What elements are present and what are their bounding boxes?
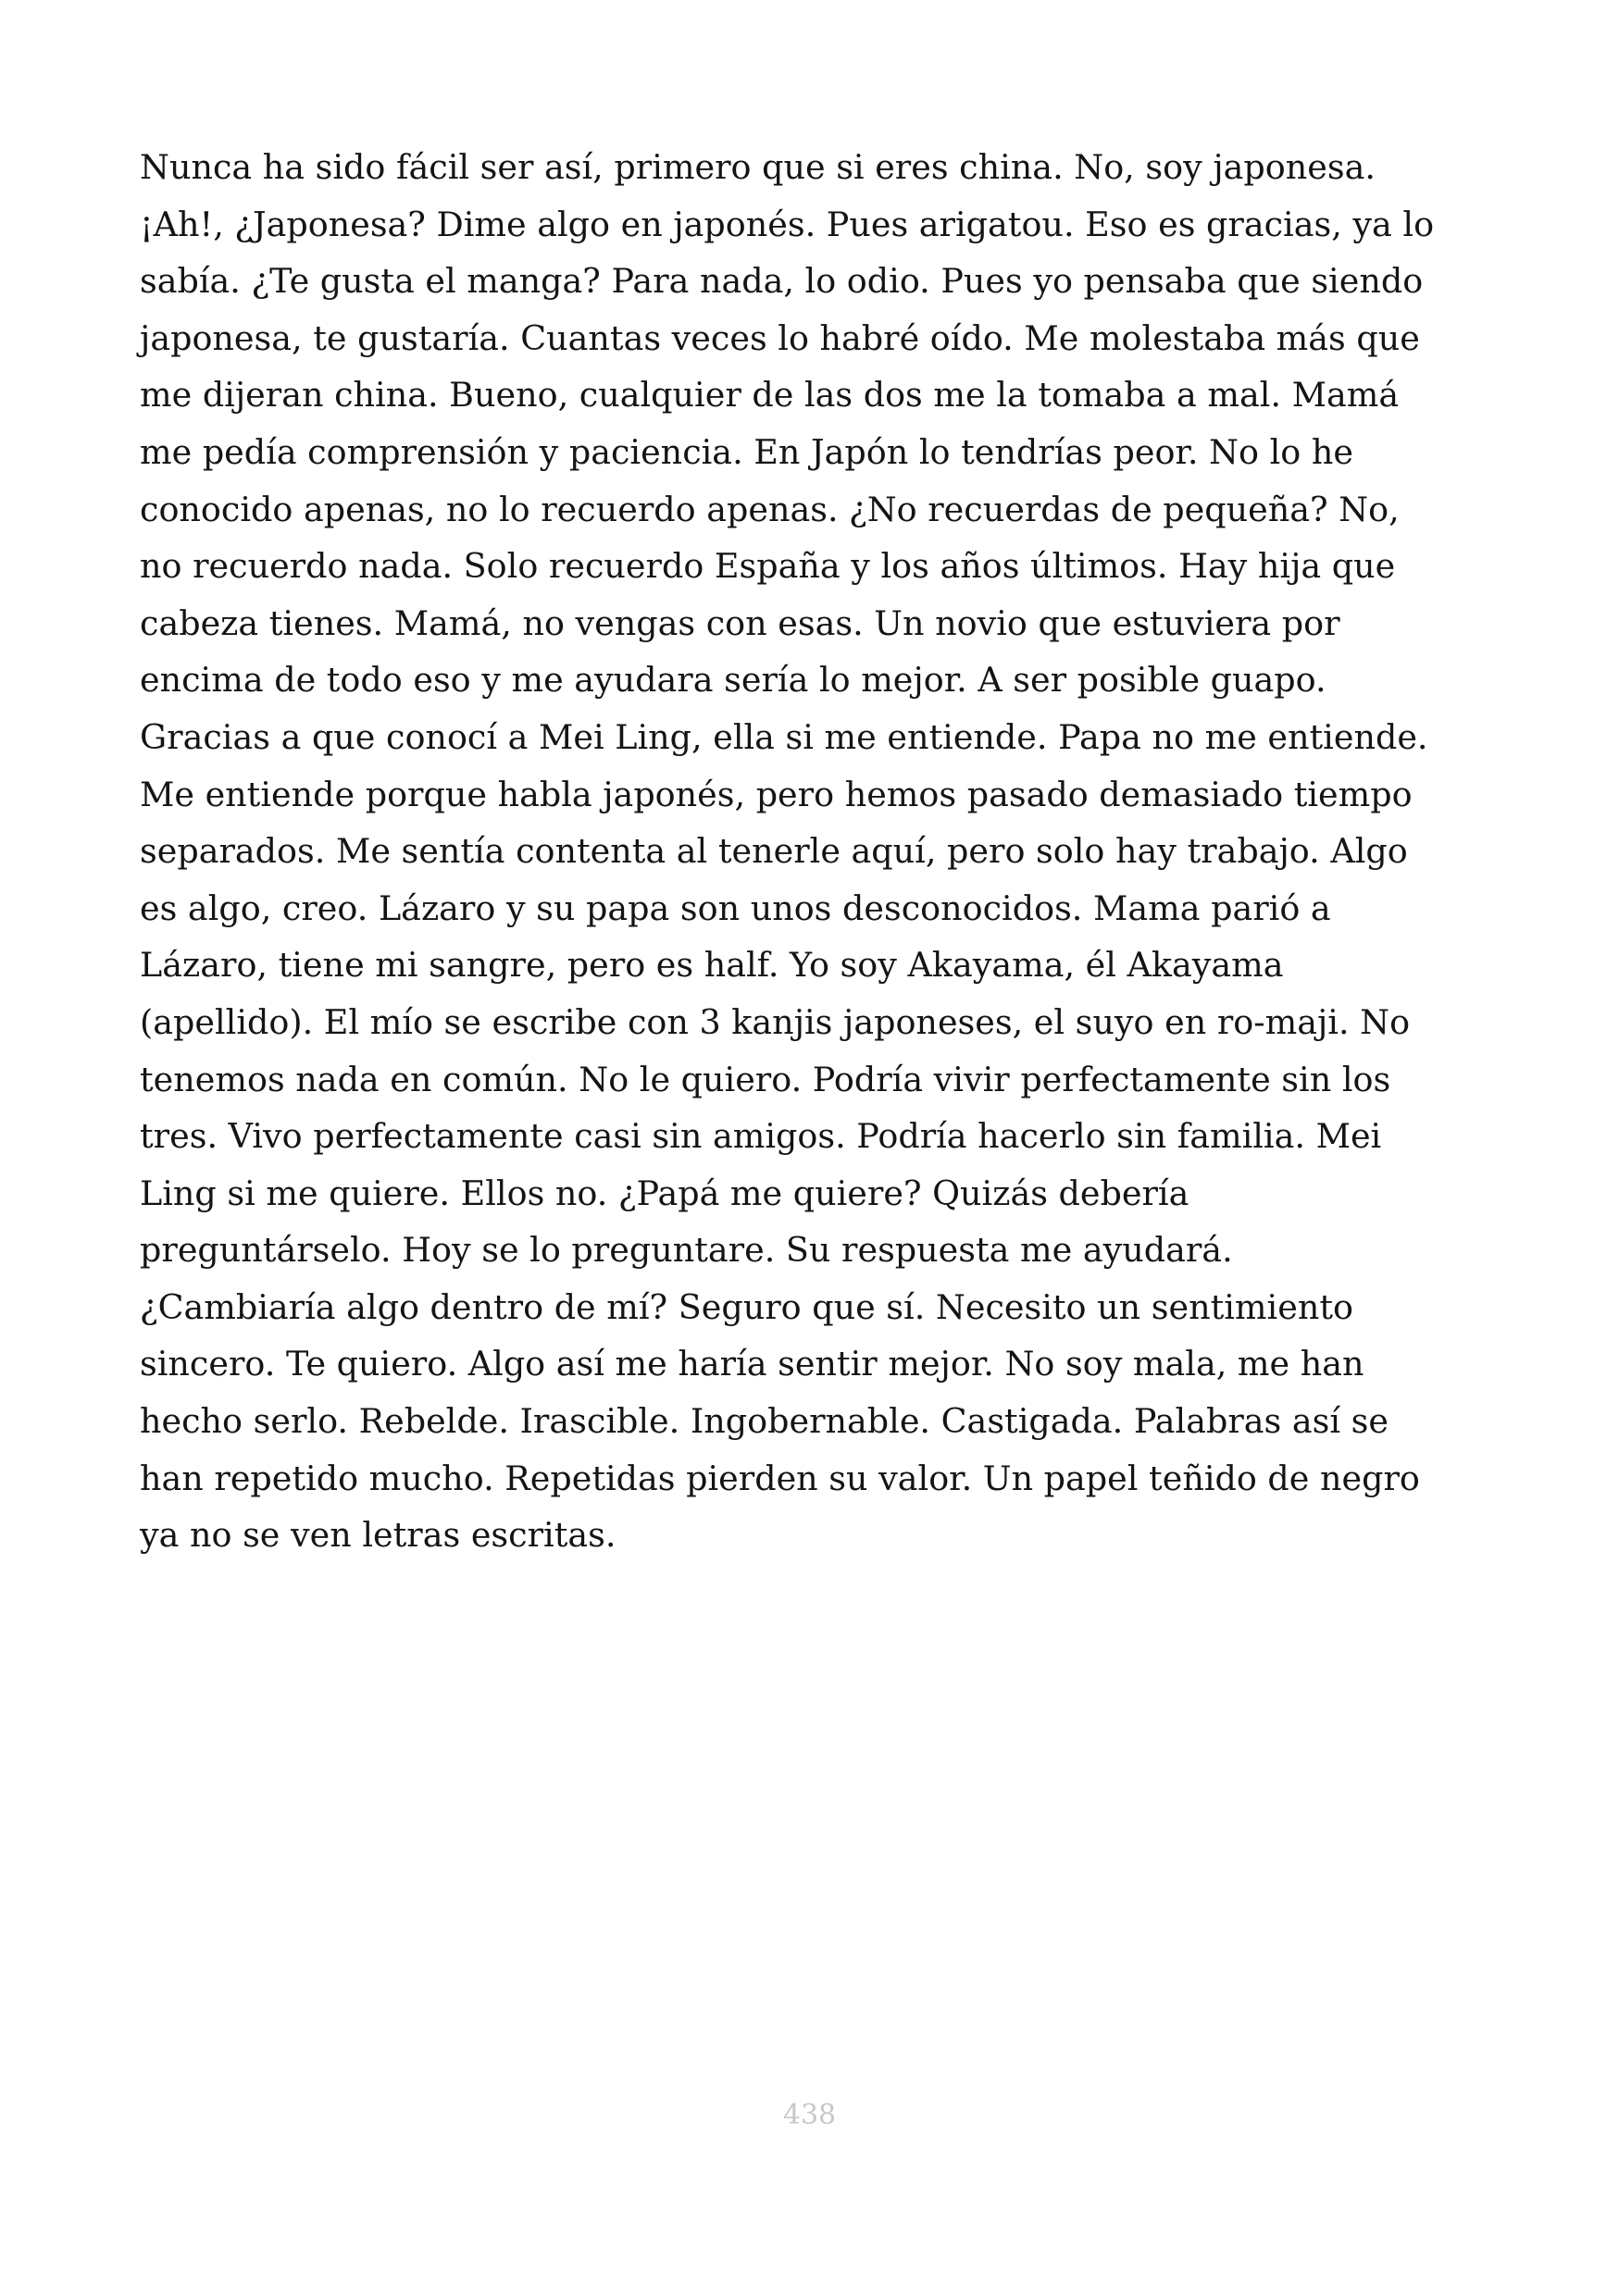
text-line: es algo, creo. Lázaro y su papa son unos desconocidos. Mama parió a bbox=[140, 887, 1331, 928]
text-line: Gracias a que conocí a Mei Ling, ella si me entiende. Papa no me entiende. bbox=[140, 716, 1428, 757]
page-number: 438 bbox=[782, 2099, 837, 2131]
text-line: cabeza tienes. Mamá, no vengas con esas. Un novio que estuviera por bbox=[140, 602, 1340, 643]
text-line: encima de todo eso y me ayudara sería lo mejor. A ser posible guapo. bbox=[140, 660, 1326, 701]
text-line: ¡Ah!, ¿Japonesa? Dime algo en japonés. Pues arigatou. Eso es gracias, ya lo bbox=[140, 204, 1435, 244]
text-line: (apellido). El mío se escribe con 3 kanjis japoneses, el suyo en ro-maji. No bbox=[140, 1001, 1411, 1042]
text-line: ya no se ven letras escritas. bbox=[140, 1515, 616, 1556]
text-line: japonesa, te gustaría. Cuantas veces lo habré oído. Me molestaba más que bbox=[140, 317, 1420, 358]
text-line: tenemos nada en común. No le quiero. Podría vivir perfectamente sin los bbox=[140, 1059, 1391, 1099]
text-line: ¿Cambiaría algo dentro de mí? Seguro que sí. Necesito un sentimiento bbox=[140, 1286, 1353, 1327]
body-paragraph bbox=[140, 139, 1510, 1564]
text-line: Ling si me quiere. Ellos no. ¿Papá me quiere? Quizás debería bbox=[140, 1173, 1189, 1213]
text-line: Nunca ha sido fácil ser así, primero que si eres china. No, soy japonesa. bbox=[140, 147, 1376, 187]
text-line: tres. Vivo perfectamente casi sin amigos. Podría hacerlo sin familia. Mei bbox=[140, 1116, 1382, 1157]
text-line: me pedía comprensión y paciencia. En Japón lo tendrías peor. No lo he bbox=[140, 431, 1353, 472]
text-line: han repetido mucho. Repetidas pierden su valor. Un papel teñido de negro bbox=[140, 1458, 1420, 1498]
text-line: hecho serlo. Rebelde. Irascible. Ingobernable. Castigada. Palabras así se bbox=[140, 1401, 1389, 1442]
text-line: Lázaro, tiene mi sangre, pero es half. Yo soy Akayama, él Akayama bbox=[140, 945, 1284, 986]
text-line: conocido apenas, no lo recuerdo apenas. ¿No recuerdas de pequeña? No, bbox=[140, 489, 1400, 529]
text-line: sabía. ¿Te gusta el manga? Para nada, lo odio. Pues yo pensaba que siendo bbox=[140, 261, 1424, 302]
text-line: me dijeran china. Bueno, cualquier de las dos me la tomaba a mal. Mamá bbox=[140, 375, 1400, 416]
text-line: separados. Me sentía contenta al tenerle aquí, pero solo hay trabajo. Algo bbox=[140, 831, 1408, 872]
text-line: sincero. Te quiero. Algo así me haría sentir mejor. No soy mala, me han bbox=[140, 1344, 1364, 1384]
text-line: no recuerdo nada. Solo recuerdo España y los años últimos. Hay hija que bbox=[140, 546, 1396, 587]
text-line: preguntárselo. Hoy se lo preguntare. Su respuesta me ayudará. bbox=[140, 1230, 1233, 1271]
text-line: Me entiende porque habla japonés, pero hemos pasado demasiado tiempo bbox=[140, 774, 1413, 814]
